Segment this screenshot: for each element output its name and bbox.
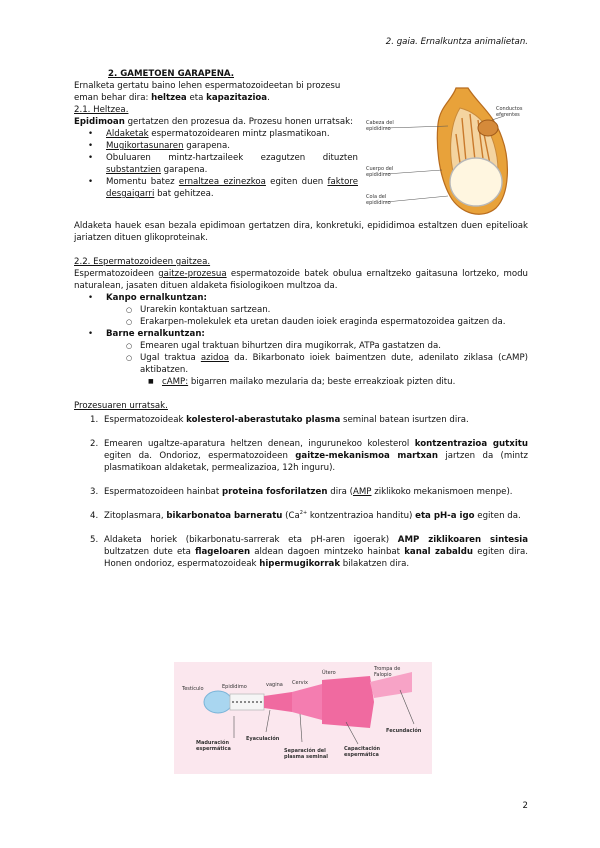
list-item: ○ Emearen ugal traktuan bihurtzen dira mugikorrak, ATPa gastatzen da. [74,340,528,352]
list-item: 1. Espermatozoideak kolesterol-aberastutako plasma seminal batean isurtzen dira. [90,415,469,425]
list-item: 5. Aldaketa horiek (bikarbonatu-sarrerak eta pH-aren igoerak) AMP ziklikoaren sintesia bultzatzen dute eta flageloaren aldean dagoen mintzeko hainbat kanal zabaldu egiten dira. Honen ondorioz, espermatozoideak hipermugikorrak bilakatzen dira. [90,535,528,569]
fig-label-cola: Cola del epidídimo [366,194,391,206]
list-item: 4. Zitoplasmara, bikarbonatoa barneratu ($Ca^{2+}$ kontzentrazioa handitu) eta pH-a igo egiten da. [90,510,521,521]
intro-paragraph: Ernalketa gertatu baino lehen espermatozoideetan bi prozesu eman behar dira: heltzea eta kapazitazioa. [74,81,341,103]
reproductive-tract-figure [174,662,432,774]
list-item: 2. Emearen ugaltze-aparatura heltzen denean, ingurunekoo kolesterol kontzentrazioa gutxitu egiten da. Ondorioz, espermatozoideen gaitze-mekanismoa martxan jartzen da (mintz plasmatikoan aldaketak, permealizazioa, 12h inguru). [90,439,528,473]
fig-label-cuerpo: Cuerpo del epidídimo [366,166,394,178]
tract-label-utero: Útero [322,670,336,676]
tract-label-eyaculacion: Eyaculación [246,736,280,742]
list-item: • Kanpo ernalkuntzan: ○ Urarekin kontaktuan sartzean. ○ Erakarpen-molekulek eta uretan dauden ioiek eraginda espermatozoidea gaitzen da. [74,292,528,328]
tract-label-fecundacion: Fecundación [386,728,422,734]
section-title: 2. GAMETOEN GARAPENA. [108,69,234,79]
heltzea-paragraph: Epidimoan gertatzen den prozesua da. Prozesu honen urratsak: [74,117,354,127]
list-item: • Aldaketak espermatozoidearen mintz plasmatikoan. [74,128,358,140]
testis-figure [364,84,524,224]
fig-label-conductos: Conductos eferentes [496,106,523,118]
vagina-shape [264,692,292,712]
fig-label-cabeza: Cabeza del epidídimo [366,120,394,132]
page-number: 2 [522,801,528,811]
list-item: • Obuluaren mintz-hartzaileek ezagutzen dituzten substantzien garapena. [74,152,358,176]
list-item: 3. Espermatozoideen hainbat proteina fosforilatzen dira (AMP ziklikoko mekanismoen menpe). [90,487,513,497]
list-item: ○ Ugal traktua azidoa da. Bikarbonato ioiek baimentzen dute, adenilato ziklasa (cAMP) aktibatzen. ■ cAMP: bigarren mailako mezularia da; beste erreakzioak pizten ditu. [74,352,528,388]
list-item: • Momentu batez ernaltzea ezinezkoa egiten duen faktore desgaigarri bat gehitzea. [74,176,358,200]
list-item: ○ Urarekin kontaktuan sartzean. [74,304,528,316]
tunica-shape [450,158,502,206]
list-item: ○ Erakarpen-molekulek eta uretan dauden ioiek eraginda espermatozoidea gaitzen da. [74,316,528,328]
heltzea-heading: 2.1. Heltzea. [74,105,129,115]
urratsak-heading: Prozesuaren urratsak. [74,401,168,411]
heltzea-closing-paragraph: Aldaketa hauek esan bezala epidimoan gertatzen dira, konkretuki, epididimoa estaltzen duen epitelioak jariatzen dituen glikoproteinak. [74,221,528,243]
uterus-shape [322,676,374,728]
gaitzea-list [74,292,528,388]
testis-shape [204,691,232,713]
tract-label-trompa: Trompa de Falopio [374,666,401,678]
gaitzea-paragraph: Espermatozoideen gaitze-prozesua espermatozoide batek obulua ernaltzeko gaitasuna lortzeko, modu naturalean, jasaten dituen aldaketa fisiologikoen multzoa da. [74,269,528,291]
gaitzea-heading: 2.2. Espermatozoideen gaitzea. [74,257,211,267]
heltzea-list [74,128,358,200]
tract-label-maduracion: Maduración espermática [196,740,231,752]
list-item: • Mugikortasunaren garapena. [74,140,358,152]
urratsak-list [74,414,528,570]
page-header: 2. gaia. Ernalkuntza animalietan. [385,37,528,47]
tract-label-epididimo: Epidídimo [222,684,247,690]
tract-label-cervix: Cervix [292,680,308,686]
list-item: ■ cAMP: bigarren mailako mezularia da; beste erreakzioak pizten ditu. [74,376,528,388]
list-item: • Barne ernalkuntzan: ○ Emearen ugal traktuan bihurtzen dira mugikorrak, ATPa gastatzen da. ○ Ugal traktua azidoa da. Bikarbonato ioiek baimentzen dute, adenilato ziklasa (cAMP) aktibatzen. ■ cAMP: bigarren mailako mezularia da; beste erreakzioak pizten ditu. [74,328,528,388]
tract-label-separacion: Separación del plasma seminal [284,748,328,760]
tract-label-testiculo: Testículo [182,686,204,692]
tract-label-capacitacion: Capacitación espermática [344,746,381,758]
epididymis-shape [230,694,264,710]
cervix-shape [292,684,322,720]
tract-label-vagina: vagina [266,682,283,688]
